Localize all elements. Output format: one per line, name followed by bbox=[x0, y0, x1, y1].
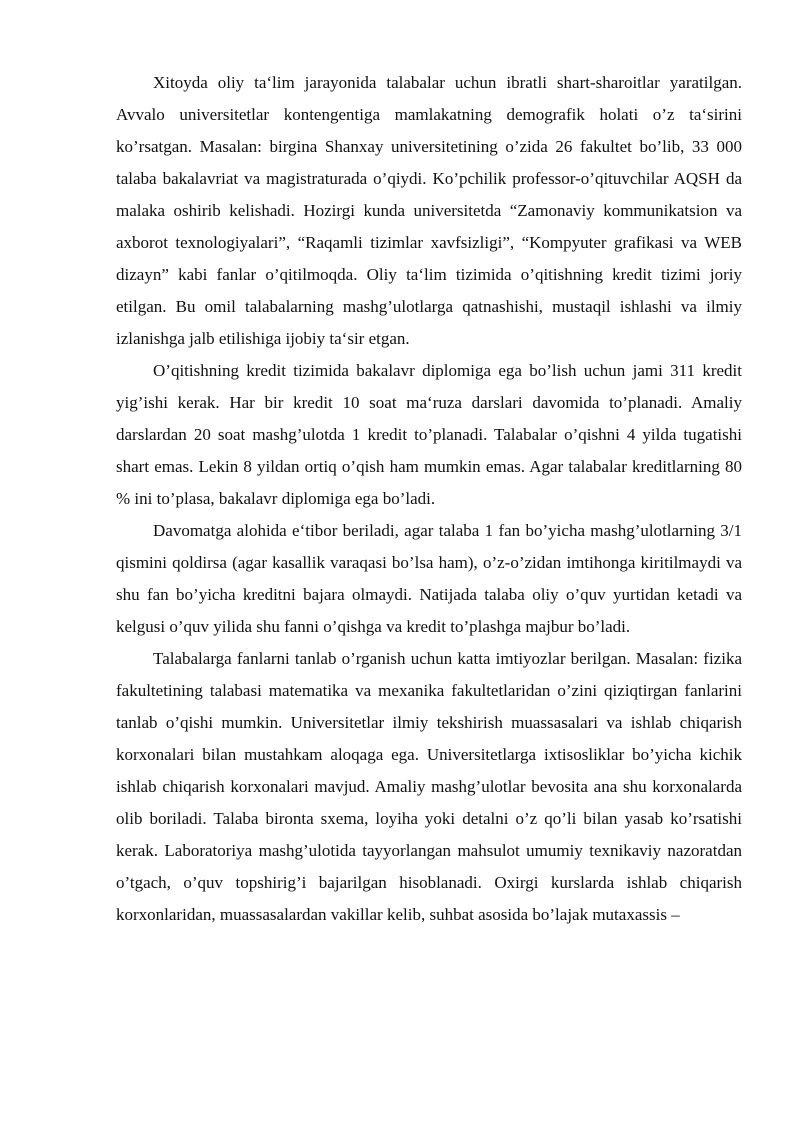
document-page bbox=[116, 67, 742, 931]
paragraph-4: Talabalarga fanlarni tanlab o’rganish uchun katta imtiyozlar berilgan. Masalan: fizika fakultetining talabasi matematika va mexanika fakultetlaridan o’zini qiziqtirgan fanlarini tanlab o’qishi mumkin. Universitetlar ilmiy tekshirish muassasalari va ishlab chiqarish korxonalari bilan mustahkam aloqaga ega. Universitetlarga ixtisosliklar bo’yicha kichik ishlab chiqarish korxonalari mavjud. Amaliy mashg’ulotlar bevosita ana shu korxonalarda olib boriladi. Talaba bironta sxema, loyiha yoki detalni o’z qo’li bilan yasab ko’rsatishi kerak. Laboratoriya mashg’ulotida tayyorlangan mahsulot umumiy texnikaviy nazoratdan o’tgach, o’quv topshirig’i bajarilgan hisoblanadi. Oxirgi kurslarda ishlab chiqarish korxonlaridan, muassasalardan vakillar kelib, suhbat asosida bo’lajak mutaxassis – bbox=[116, 649, 742, 924]
paragraph-1: Xitoyda oliy ta‘lim jarayonida talabalar uchun ibratli shart-sharoitlar yaratilgan. Avvalo universitetlar kontengentiga mamlakatning demografik holati o’z ta‘sirini ko’rsatgan. Masalan: birgina Shanxay universitetining o’zida 26 fakultet bo’lib, 33 000 talaba bakalavriat va magistraturada o’qiydi. Ko’pchilik professor-o’qituvchilar AQSH da malaka oshirib kelishadi. Hozirgi kunda universitetda “Zamonaviy kommunikatsion va axborot texnologiyalari”, “Raqamli tizimlar xavfsizligi”, “Kompyuter grafikasi va WEB dizayn” kabi fanlar o’qitilmoqda. Oliy ta‘lim tizimida o’qitishning kredit tizimi joriy etilgan. Bu omil talabalarning mashg’ulotlarga qatnashishi, mustaqil ishlashi va ilmiy izlanishga jalb etilishiga ijobiy ta‘sir etgan. bbox=[116, 73, 742, 348]
paragraph-3: Davomatga alohida e‘tibor beriladi, agar talaba 1 fan bo’yicha mashg’ulotlarning 3/1 qismini qoldirsa (agar kasallik varaqasi bo’lsa ham), o’z-o’zidan imtihonga kiritilmaydi va shu fan bo’yicha kreditni bajara olmaydi. Natijada talaba oliy o’quv yurtidan ketadi va kelgusi o’quv yilida shu fanni o’qishga va kredit to’plashga majbur bo’ladi. bbox=[116, 521, 742, 636]
paragraph-2: O’qitishning kredit tizimida bakalavr diplomiga ega bo’lish uchun jami 311 kredit yig’ishi kerak. Har bir kredit 10 soat ma‘ruza darslari davomida to’planadi. Amaliy darslardan 20 soat mashg’ulotda 1 kredit to’planadi. Talabalar o’qishni 4 yilda tugatishi shart emas. Lekin 8 yildan ortiq o’qish ham mumkin emas. Agar talabalar kreditlarning 80 % ini to’plasa, bakalavr diplomiga ega bo’ladi. bbox=[116, 361, 742, 508]
